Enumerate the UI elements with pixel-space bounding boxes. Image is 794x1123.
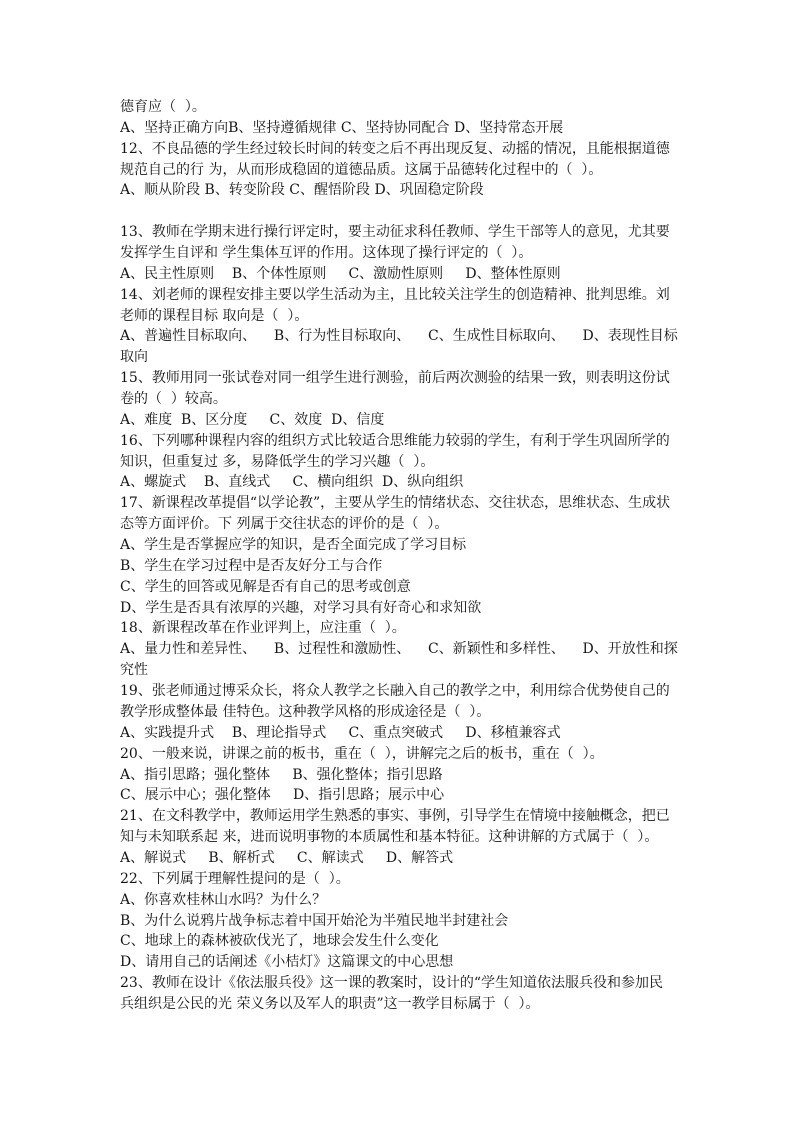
question-stem-line: 13、教师在学期末进行操行评定时，要主动征求科任教师、学生干部等人的意见，尤其要: [120, 224, 670, 241]
question-23: [120, 973, 740, 1015]
question-stem-line: 教学形成整体最 佳特色。这种教学风格的形成途径是（ ）。: [120, 703, 491, 720]
question-stem-line: 18、新课程改革在作业评判上，应注重（ ）。: [120, 620, 406, 637]
question-stem-line: 14、刘老师的课程安排主要以学生活动为主，且比较关注学生的创造精神、批判思维。刘: [120, 286, 670, 303]
question-stem-line: 德育应（ ）。: [120, 99, 206, 115]
question-stem-line: 知与未知联系起 来，进而说明事物的本质属性和基本特征。这种讲解的方式属于（ ）。: [120, 829, 659, 846]
question-16: [120, 431, 740, 494]
option-line: 究性: [120, 662, 148, 679]
option-line: C、地球上的森林被砍伐光了，地球会发生什么变化: [120, 933, 439, 950]
question-19: [120, 681, 740, 744]
question-22: [120, 869, 740, 973]
question-stem-line: 20、一般来说，讲课之前的板书，重在（ ），讲解完之后的板书，重在（ ）。: [120, 745, 604, 762]
question-stem-line: 23、教师在设计《依法服兵役》这一课的教案时，设计的“学生知道依法服兵役和参加民: [120, 975, 663, 992]
question-18: [120, 618, 740, 681]
option-line: B、学生在学习过程中是否友好分工与合作: [120, 557, 383, 574]
option-line: A、难度 B、区分度 C、效度 D、信度: [120, 411, 385, 428]
question-list: [120, 97, 740, 1015]
option-line: C、学生的回答或见解是否有自己的思考或创意: [120, 578, 411, 595]
option-line: D、学生是否具有浓厚的兴趣，对学习具有好奇心和求知欲: [120, 599, 482, 616]
option-line: A、指引思路；强化整体 B、强化整体；指引思路: [120, 766, 443, 783]
option-line: D、请用自己的话阐述《小桔灯》这篇课文的中心思想: [120, 954, 454, 971]
question-20: [120, 744, 740, 807]
option-line: A、实践提升式 B、理论指导式 C、重点突破式 D、移植兼容式: [120, 724, 561, 741]
question-stem-line: 规范自己的行 为，从而形成稳固的道德品质。这属于品德转化过程中的（ ）。: [120, 161, 603, 178]
option-line: A、解说式 B、解析式 C、解读式 D、解答式: [120, 849, 454, 866]
question-21: [120, 806, 740, 869]
question-stem-line: 态等方面评价。下 列属于交往状态的评价的是（ ）。: [120, 516, 449, 533]
question-13: [120, 222, 740, 285]
question-stem-line: 19、张老师通过博采众长，将众人教学之长融入自己的教学之中，利用综合优势使自己的: [120, 683, 670, 700]
option-line: A、学生是否掌握应学的知识，是否全面完成了学习目标: [120, 537, 467, 554]
option-line: A、你喜欢桂林山水吗？为什么？: [120, 891, 327, 908]
question-stem-line: 15、教师用同一张试卷对同一组学生进行测验，前后两次测验的结果一致，则表明这份试: [120, 370, 670, 387]
question-stem-line: 老师的课程目标 取向是（ ）。: [120, 307, 309, 324]
option-line: A、顺从阶段 B、转变阶段 C、醒悟阶段 D、巩固稳定阶段: [120, 182, 484, 199]
question-stem-line: 发挥学生自评和 学生集体互评的作用。这体现了操行评定的（ ）。: [120, 245, 533, 262]
question-stem-line: 卷的（ ）较高。: [120, 391, 227, 408]
option-line: B、为什么说鸦片战争标志着中国开始沦为半殖民地半封建社会: [120, 912, 509, 929]
option-line: A、坚持正确方向B、坚持遵循规律 C、坚持协同配合 D、坚持常态开展: [120, 119, 564, 136]
question-stem-line: 17、新课程改革提倡“以学论教”，主要从学生的情绪状态、交往状态，思维状态、生成状: [120, 495, 671, 512]
question-17: [120, 493, 740, 618]
option-line: A、民主性原则 B、个体性原则 C、激励性原则 D、整体性原则: [120, 265, 561, 282]
option-line: A、普遍性目标取向、 B、行为性目标取向、 C、生成性目标取向、 D、表现性目标: [120, 328, 678, 345]
question-11-continuation: [120, 97, 740, 139]
question-15: [120, 368, 740, 431]
question-stem-line: 21、在文科教学中，教师运用学生熟悉的事实、事例，引导学生在情境中接触概念，把已: [120, 808, 670, 825]
question-stem-line: 12、不良品德的学生经过较长时间的转变之后不再出现反复、动摇的情况，且能根据道德: [120, 140, 670, 157]
question-stem-line: 22、下列属于理解性提问的是（ ）。: [120, 870, 350, 887]
option-line: A、螺旋式 B、直线式 C、横向组织 D、纵向组织: [120, 474, 464, 491]
option-line: 取向: [120, 349, 148, 366]
question-stem-line: 兵组织是公民的光 荣义务以及军人的职责”这一教学目标属于（ ）。: [120, 995, 540, 1012]
question-stem-line: 知识，但重复过 多，易降低学生的学习兴趣（ ）。: [120, 453, 435, 470]
option-line: A、量力性和差异性、 B、过程性和激励性、 C、新颖性和多样性、 D、开放性和探: [120, 641, 678, 658]
question-14: [120, 285, 740, 368]
question-stem-line: 16、下列哪种课程内容的组织方式比较适合思维能力较弱的学生，有利于学生巩固所学的: [120, 432, 670, 449]
option-line: C、展示中心；强化整体 D、指引思路；展示中心: [120, 787, 445, 804]
question-12: [120, 139, 740, 202]
